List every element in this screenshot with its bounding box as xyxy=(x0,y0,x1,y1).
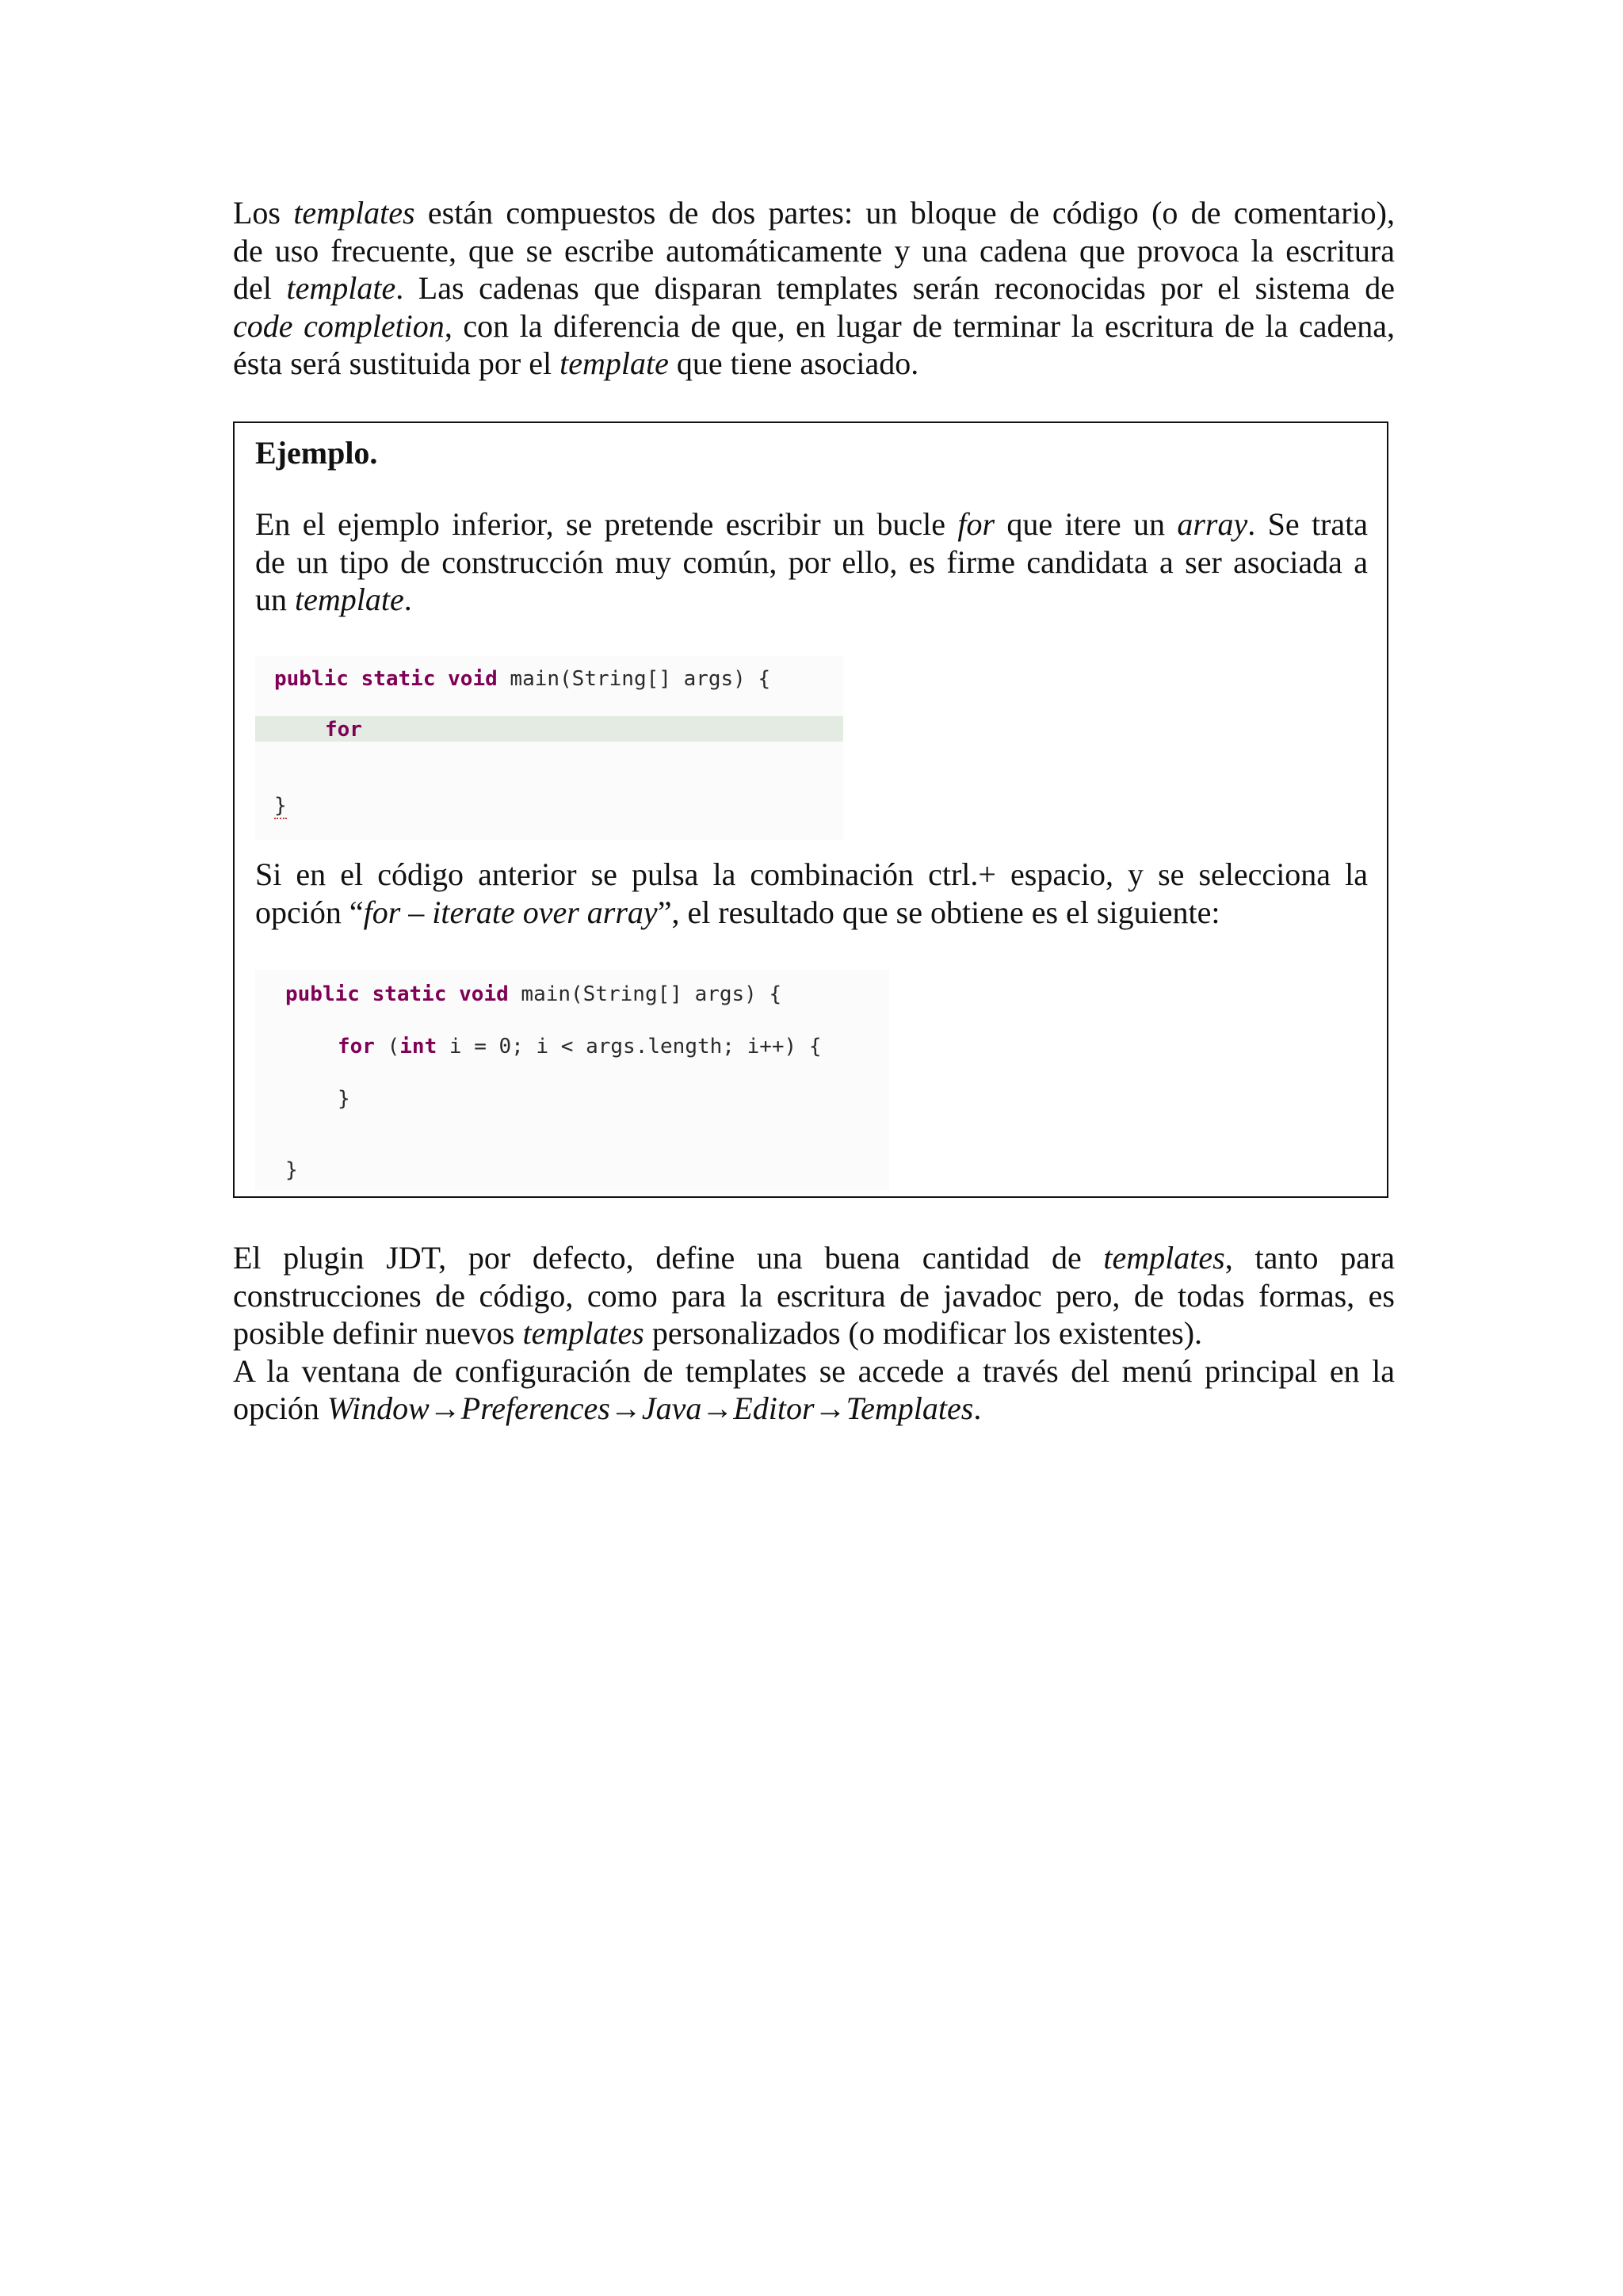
example-p2-line-1: Si en el código anterior se pulsa la combinación ctrl.+ espacio, y se selecciona la xyxy=(255,856,1368,892)
menu-path-editor: Editor xyxy=(733,1390,815,1426)
code-line-main-signature: public static void main(String[] args) { xyxy=(274,667,771,691)
example-title: Ejemplo. xyxy=(255,435,378,471)
code2-line-main-signature: public static void main(String[] args) { xyxy=(285,982,782,1006)
code-line-for-keyword: for xyxy=(325,718,362,742)
intro-line-1: Los templates están compuestos de dos partes: un bloque de código (o de comentario), xyxy=(233,195,1396,231)
example-box xyxy=(233,421,1388,1198)
outro-line-1: El plugin JDT, por defecto, define una buena cantidad de templates, tanto para xyxy=(233,1240,1395,1276)
arrow-icon: → xyxy=(701,1390,734,1426)
outro-line-3: posible definir nuevos templates personalizados (o modificar los existentes). xyxy=(233,1315,1203,1351)
code2-line-outer-brace: } xyxy=(285,1158,298,1182)
intro-line-5: ésta será sustituida por el template que tiene asociado. xyxy=(233,345,919,381)
intro-line-4: code completion, con la diferencia de que, en lugar de terminar la escritura de la cadena, xyxy=(233,307,1395,344)
code-snippet-before xyxy=(255,656,843,840)
code-line-closing-brace: } xyxy=(274,794,287,818)
outro-line-2: construcciones de código, como para la escritura de javadoc pero, de todas formas, es xyxy=(233,1277,1395,1314)
arrow-icon: → xyxy=(429,1390,461,1426)
code-snippet-after xyxy=(255,970,889,1190)
menu-path-preferences: Preferences xyxy=(460,1390,610,1426)
intro-line-3: del template. Las cadenas que disparan templates serán reconocidas por el sistema de xyxy=(233,270,1395,306)
example-paragraph-1 xyxy=(255,505,1368,619)
example-p1-line-3: un template. xyxy=(255,582,412,617)
arrow-icon: → xyxy=(609,1390,642,1426)
code2-line-inner-brace: } xyxy=(338,1087,350,1111)
example-paragraph-2 xyxy=(255,856,1368,931)
menu-path-templates: Templates xyxy=(846,1390,974,1426)
intro-line-2: de uso frecuente, que se escribe automáticamente y una cadena que provoca la escritura xyxy=(233,232,1395,269)
example-p1-line-2: de un tipo de construcción muy común, por ello, es firme candidata a ser asociada a xyxy=(255,543,1368,580)
outro-line-4: A la ventana de configuración de templates se accede a través del menú principal en la xyxy=(233,1352,1395,1389)
intro-paragraph xyxy=(233,194,1395,383)
menu-path-java: Java xyxy=(641,1390,702,1426)
outro-line-5: opción Window→Preferences→Java→Editor→Templates. xyxy=(233,1390,982,1426)
menu-path-window: Window xyxy=(327,1390,430,1426)
example-p1-line-1: En el ejemplo inferior, se pretende escribir un bucle for que itere un array. Se trata xyxy=(255,506,1369,542)
arrow-icon: → xyxy=(814,1390,846,1426)
example-p2-line-2: opción “for – iterate over array”, el resultado que se obtiene es el siguiente: xyxy=(255,894,1220,930)
outro-paragraph xyxy=(233,1239,1395,1428)
code2-line-for-loop: for (int i = 0; i < args.length; i++) { xyxy=(338,1035,822,1058)
